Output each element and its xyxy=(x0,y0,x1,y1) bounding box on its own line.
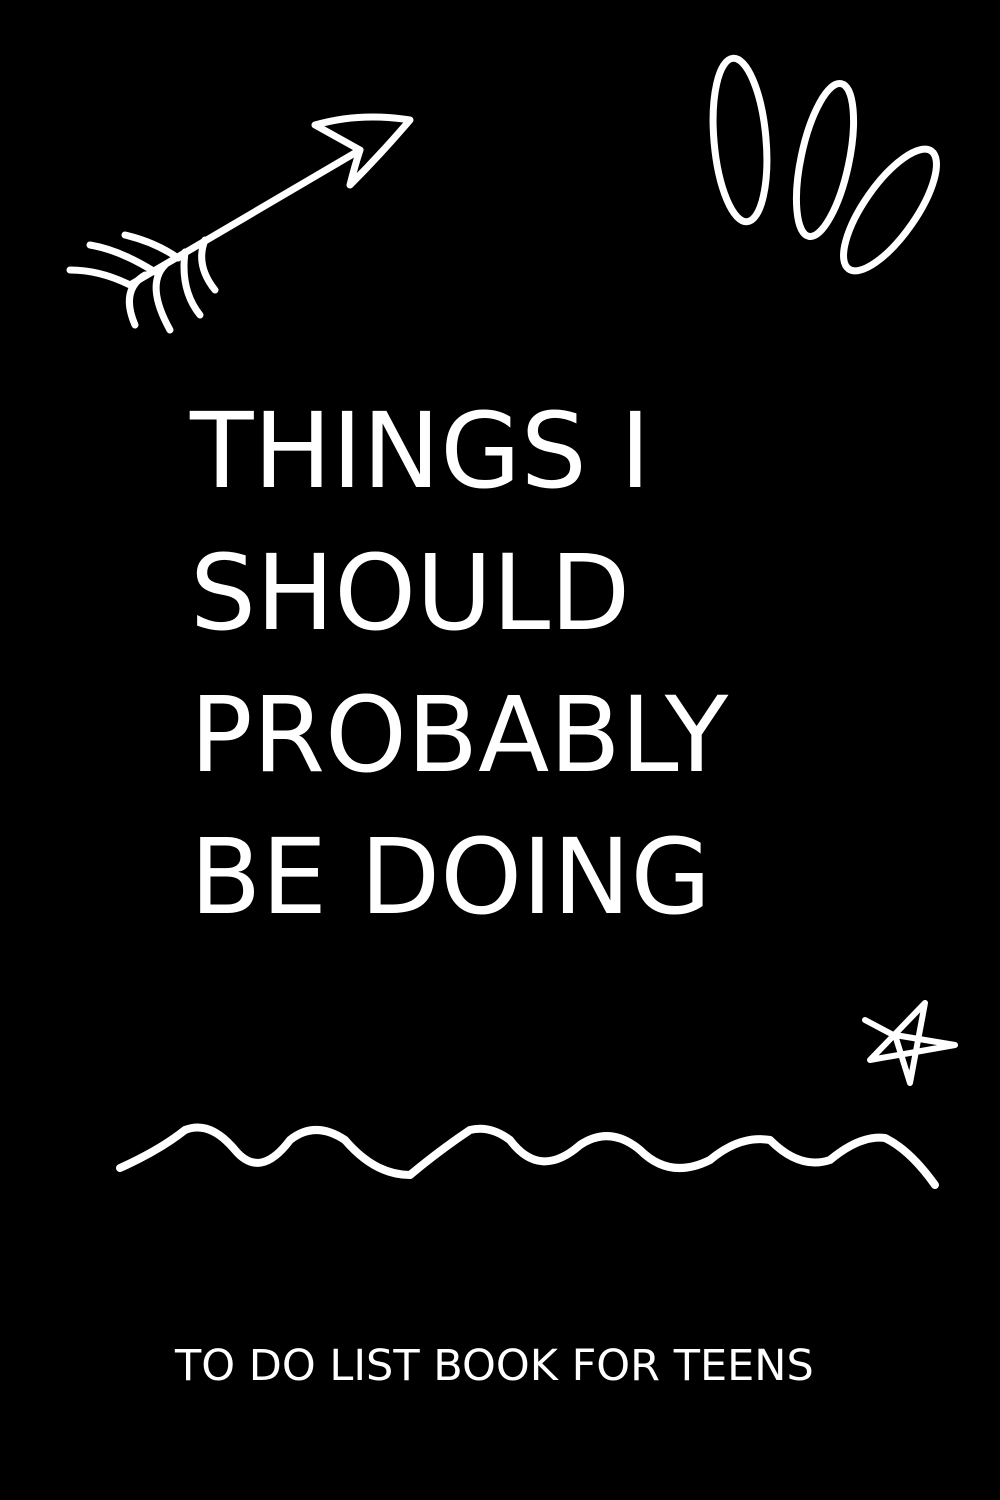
title-line: PROBABLY xyxy=(190,674,729,796)
title-line: THINGS I xyxy=(190,390,651,512)
star-icon xyxy=(855,995,965,1095)
cover-title xyxy=(190,380,910,948)
arrow-icon xyxy=(60,100,430,350)
title-line: SHOULD xyxy=(190,532,631,654)
cover-subtitle: TO DO LIST BOOK FOR TEENS xyxy=(175,1341,814,1391)
petals-icon xyxy=(690,50,960,280)
title-line: BE DOING xyxy=(190,816,712,938)
wave-line xyxy=(110,1110,950,1200)
